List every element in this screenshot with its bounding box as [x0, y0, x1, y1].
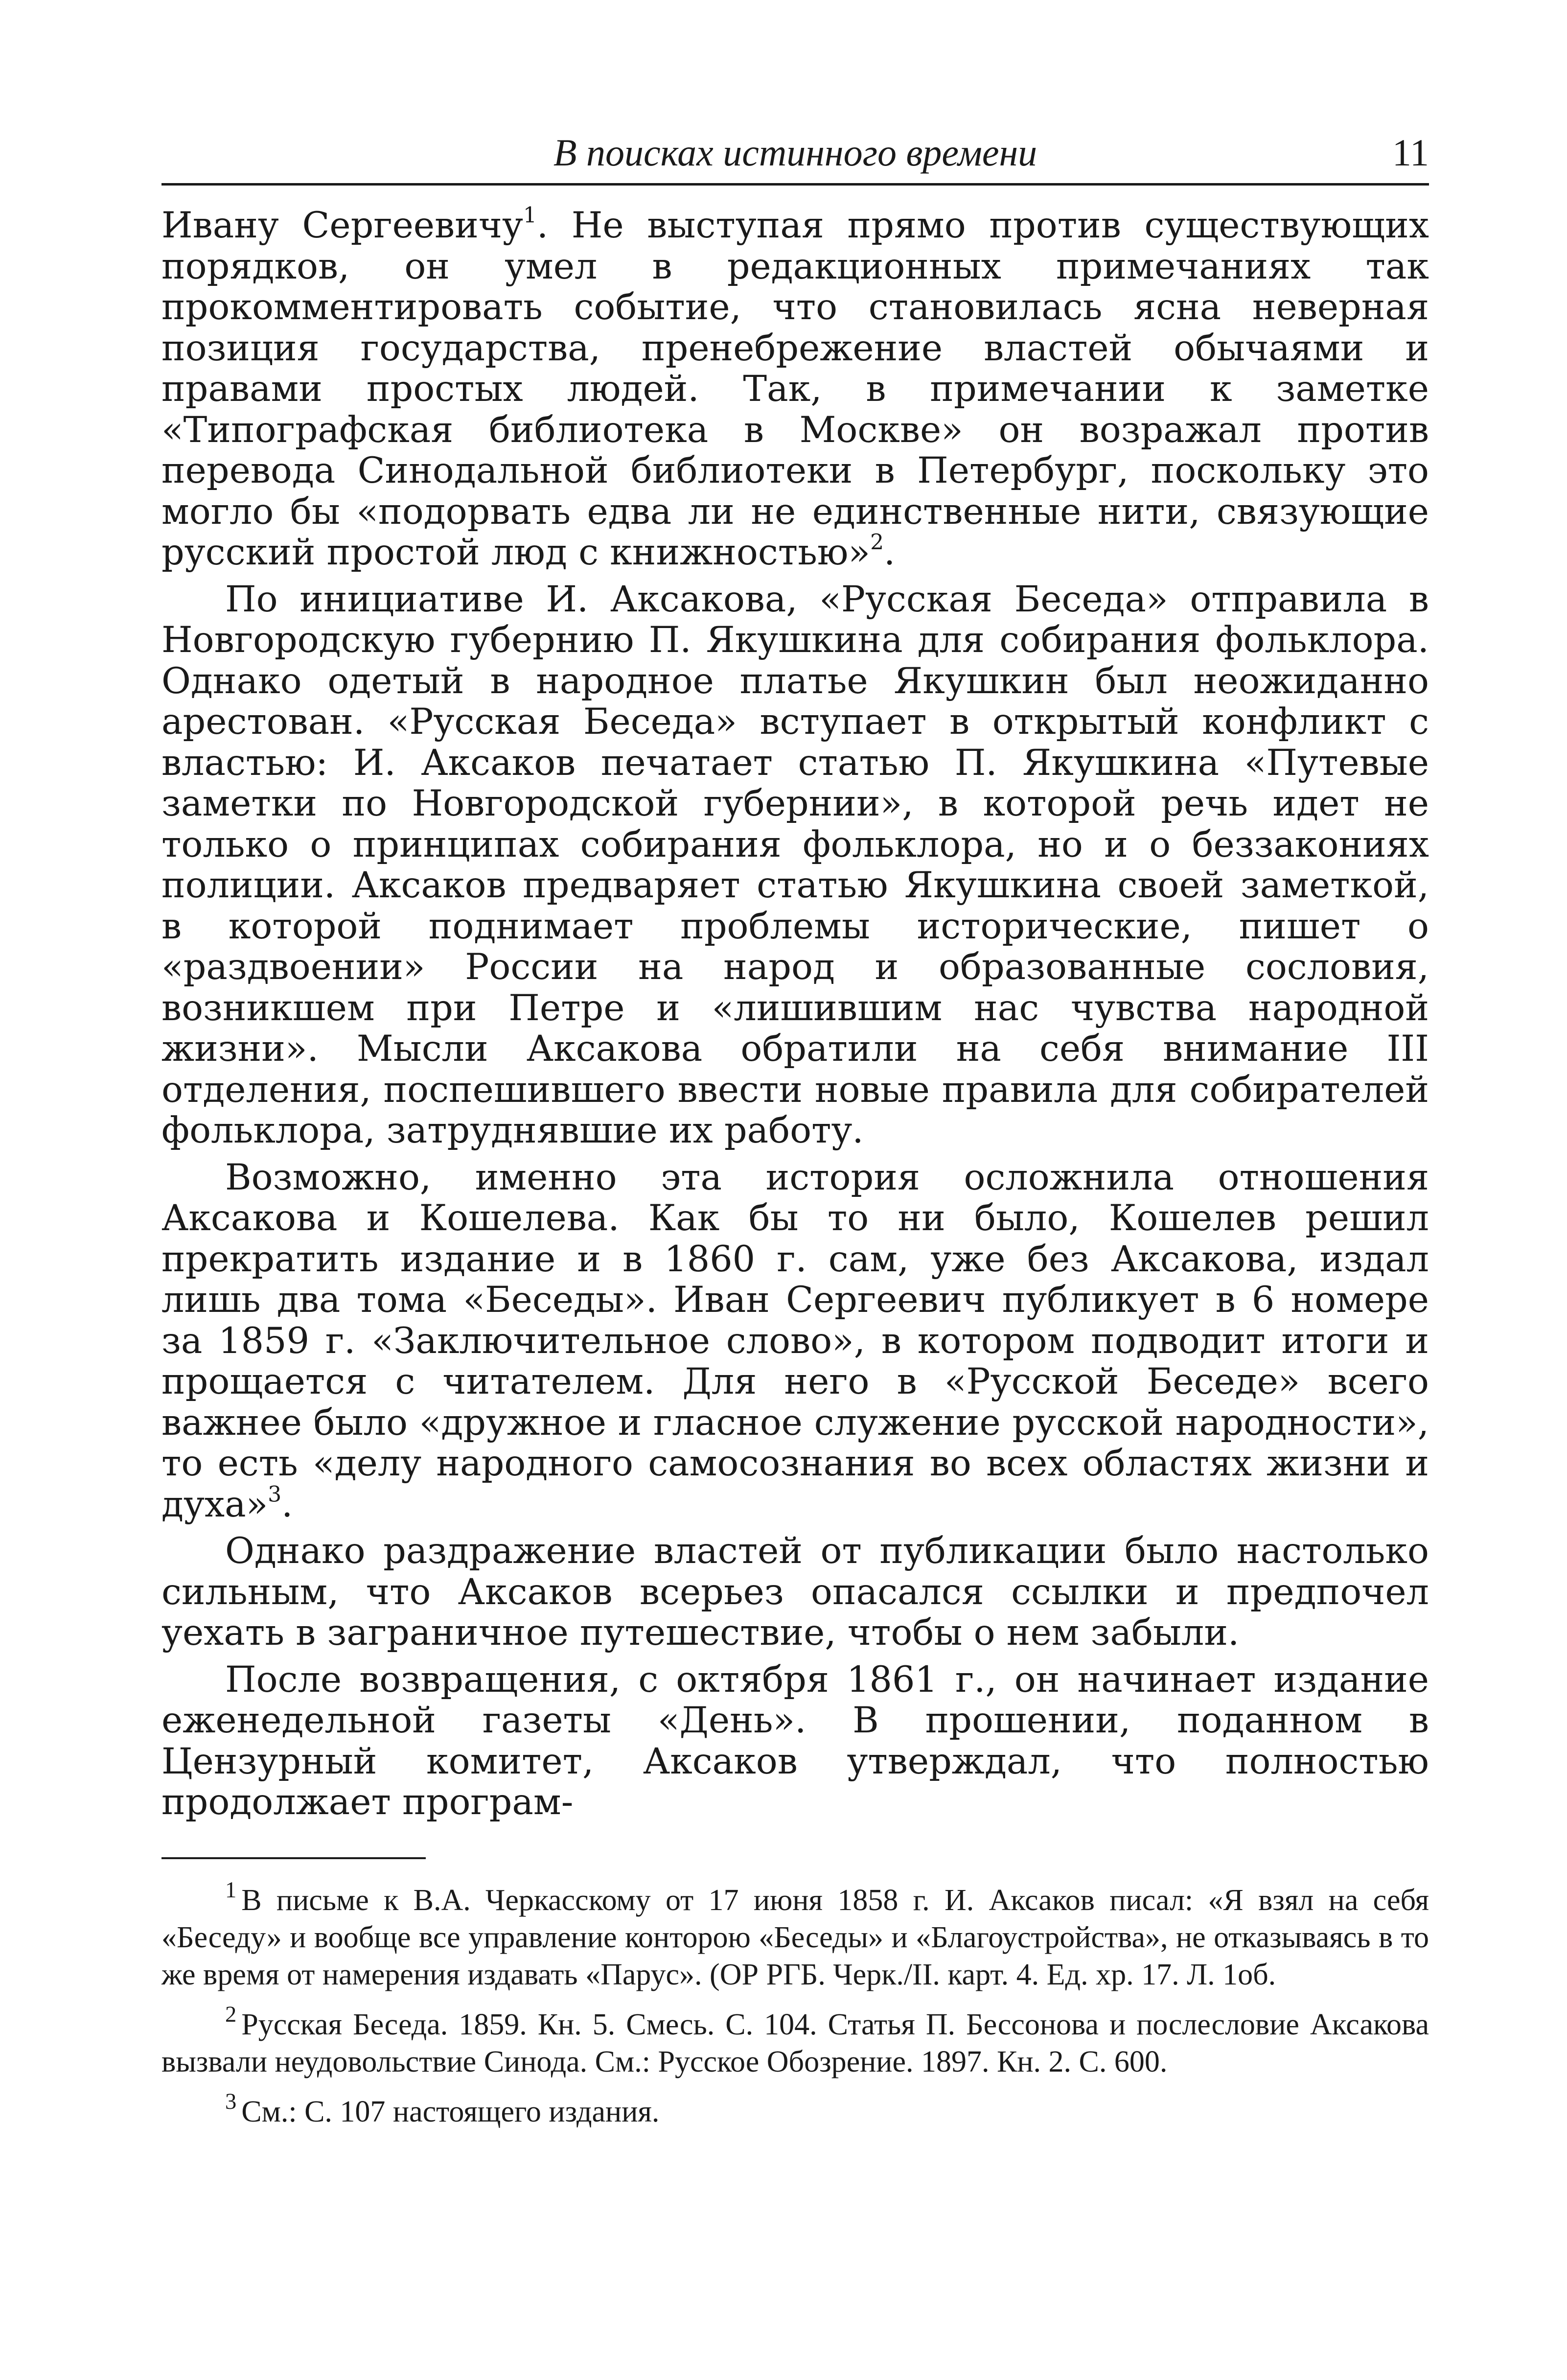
paragraph-text: Возможно, именно эта история осложнила отношения Аксакова и Кошелева. Как бы то ни было, Кошелев решил прекратить издание и в 1860 г. сам, уже без Аксакова, издал лишь два тома «Беседы». Иван Сергеевич публикует в 6 номере за 1859 г. «Заключительное слово», в котором подводит итоги и прощается с читателем. Для него в «Русской Беседе» всего важнее было «дружное и гласное служение русской народности», то есть «делу народного самосознания во всех областях жизни и духа» — [161, 1156, 1429, 1525]
footnote-2 — [161, 2002, 1429, 2080]
footnote-ref-2: 2 — [870, 530, 884, 555]
paragraph-1 — [161, 205, 1429, 573]
footnote-3 — [161, 2089, 1429, 2130]
footnote-text: В письме к В.А. Черкасскому от 17 июня 1858 г. И. Аксаков писал: «Я взял на себя «Беседу» и вообще все управление конторою «Беседы» и «Благоустройства», не отказываясь в то же время от намерения издавать «Парус». (ОР РГБ. Черк./II. карт. 4. Ед. хр. 17. Л. 1об. — [161, 1883, 1429, 1991]
footnote-1 — [161, 1877, 1429, 1993]
footnote-mark: 1 — [225, 1877, 237, 1903]
paragraph-text: . Не выступая прямо против существующих порядков, он умел в редакционных примечаниях так прокомментировать событие, что становилась ясна неверная позиция государства, пренебрежение властей обычаями и правами простых людей. Так, в примечании к заметке «Типографская библиотека в Москве» он возражал против перевода Синодальной библиотеки в Петербург, поскольку это могло бы «подорвать едва ли не единственные нити, связующие русский простой люд с книжностью» — [161, 205, 1429, 573]
footnote-text: Русская Беседа. 1859. Кн. 5. Смесь. С. 104. Статья П. Бессонова и послесловие Аксакова вызвали неудовольствие Синода. См.: Русское Обозрение. 1897. Кн. 2. С. 600. — [161, 2007, 1429, 2078]
footnotes — [161, 1877, 1429, 2130]
paragraph-5: После возвращения, с октября 1861 г., он начинает издание еженедельной газеты «День». В прошении, поданном в Цензурный комитет, Аксаков утверждал, что полностью продолжает програм- — [161, 1658, 1429, 1823]
footnote-text: См.: С. 107 настоящего издания. — [241, 2095, 660, 2128]
footnote-mark: 3 — [225, 2089, 237, 2114]
paragraph-text: . — [883, 532, 896, 573]
running-header — [161, 122, 1429, 186]
footnote-ref-1: 1 — [523, 203, 537, 228]
footnote-divider — [161, 1857, 426, 1859]
main-text — [161, 205, 1429, 1823]
paragraph-2: По инициативе И. Аксакова, «Русская Беседа» отправила в Новгородскую губернию П. Якушкина для собирания фольклора. Однако одетый в народное платье Якушкин был неожиданно арестован. «Русская Беседа» вступает в открытый конфликт с властью: И. Аксаков печатает статью П. Якушкина «Путевые заметки по Новгородской губернии», в которой речь идет не только о принципах собирания фольклора, но и о беззакониях полиции. Аксаков предваряет статью Якушкина своей заметкой, в которой поднимает проблемы исторические, пишет о «раздвоении» России на народ и образованные сословия, возникшем при Петре и «лишившим нас чувства народной жизни». Мысли Аксакова обратили на себя внимание III отделения, поспешившего ввести новые правила для собирателей фольклора, затруднявшие их работу. — [161, 578, 1429, 1151]
page-number: 11 — [1392, 131, 1429, 174]
paragraph-text: Ивану Сергеевичу — [161, 205, 523, 246]
paragraph-4: Однако раздражение властей от публикации было настолько сильным, что Аксаков всерьез опасался ссылки и предпочел уехать в заграничное путешествие, чтобы о нем забыли. — [161, 1530, 1429, 1654]
paragraph-3 — [161, 1157, 1429, 1525]
running-title: В поисках истинного времени — [553, 131, 1037, 174]
book-page — [161, 122, 1429, 2335]
footnote-mark: 2 — [225, 2002, 237, 2027]
paragraph-text: . — [281, 1483, 293, 1525]
footnote-ref-3: 3 — [268, 1481, 282, 1507]
